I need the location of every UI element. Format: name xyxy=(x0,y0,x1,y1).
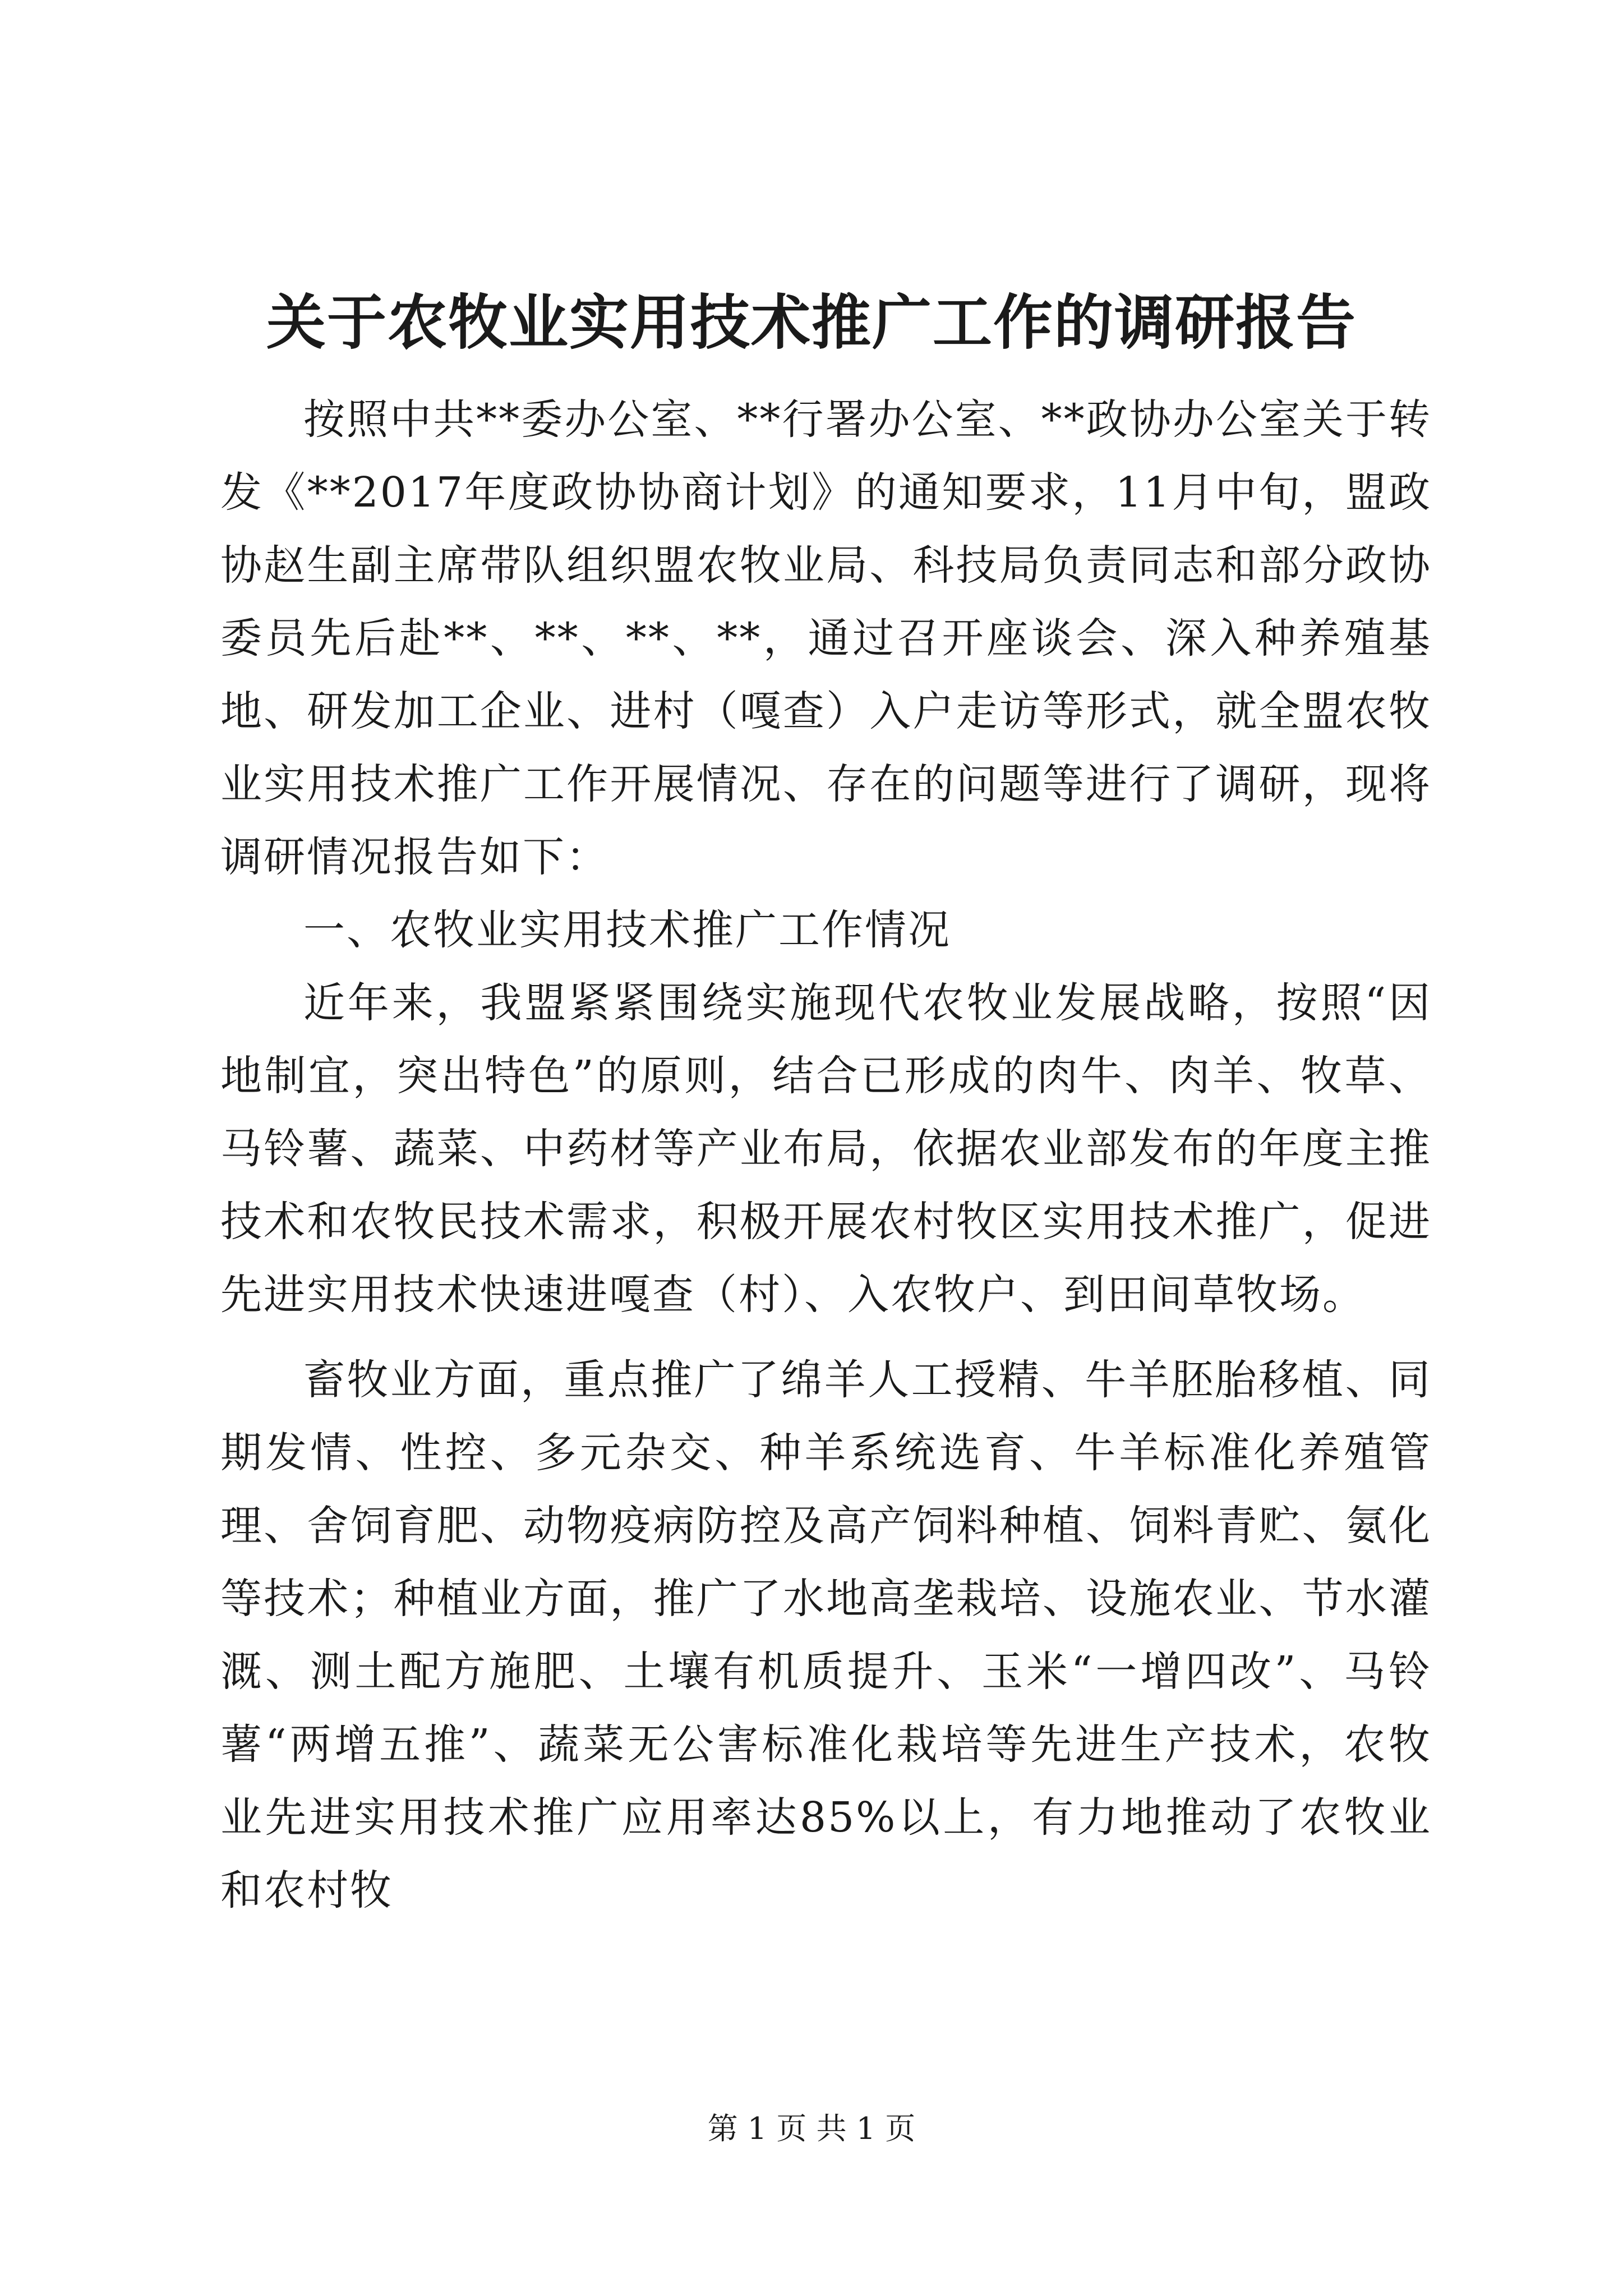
document-body xyxy=(220,383,1432,1927)
document-title: 关于农牧业实用技术推广工作的调研报告 xyxy=(266,287,1357,357)
paragraph-intro: 按照中共**委办公室、**行署办公室、**政协办公室关于转发《**2017年度政协协商计划》的通知要求，11月中旬，盟政协赵生副主席带队组织盟农牧业局、科技局负责同志和部分政协委员先后赴**、**、**、**，通过召开座谈会、深入种养殖基地、研发加工企业、进村（嘎查）入户走访等形式，就全盟农牧业实用技术推广工作开展情况、存在的问题等进行了调研，现将调研情况报告如下： xyxy=(220,395,1432,881)
section-heading-1: 一、农牧业实用技术推广工作情况 xyxy=(303,906,951,954)
paragraph-techniques: 畜牧业方面，重点推广了绵羊人工授精、牛羊胚胎移植、同期发情、性控、多元杂交、种羊系统选育、牛羊标准化养殖管理、舍饲育肥、动物疫病防控及高产饲料种植、饲料青贮、氨化等技术；种植业方面，推广了水地高垄栽培、设施农业、节水灌溉、测土配方施肥、土壤有机质提升、玉米“一增四改”、马铃薯“两增五推”、蔬菜无公害标准化栽培等先进生产技术，农牧业先进实用技术推广应用率达85%以上，有力地推动了农牧业和农村牧 xyxy=(220,1356,1432,1915)
paragraph-overview: 近年来，我盟紧紧围绕实施现代农牧业发展战略，按照“因地制宜，突出特色”的原则，结合已形成的肉牛、肉羊、牧草、马铃薯、蔬菜、中药材等产业布局，依据农业部发布的年度主推技术和农牧民技术需求，积极开展农村牧区实用技术推广，促进先进实用技术快速进嘎查（村）、入农牧户、到田间草牧场。 xyxy=(220,979,1432,1319)
page-footer: 第 1 页 共 1 页 xyxy=(707,2111,916,2146)
